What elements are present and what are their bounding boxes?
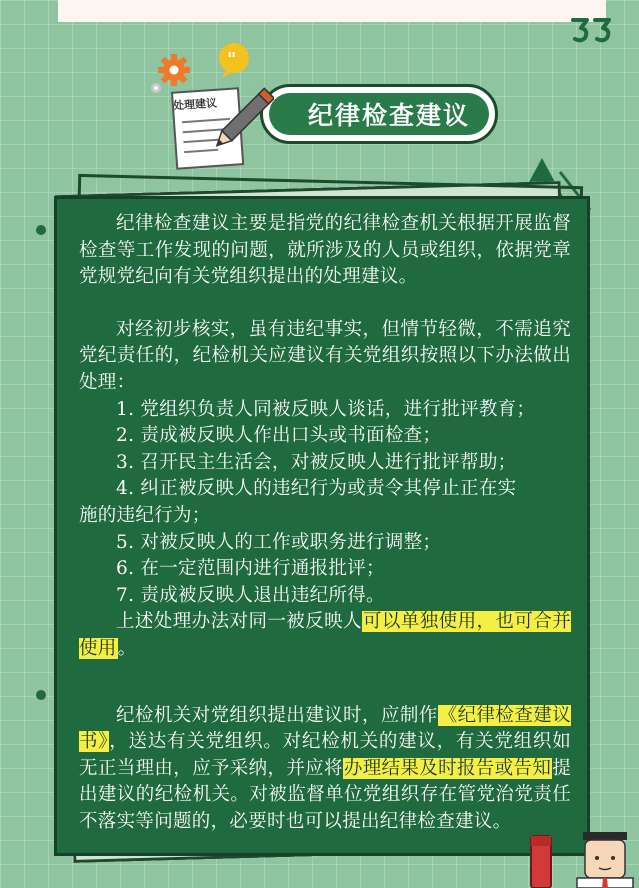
list-item: 4. 纠正被反映人的违纪行为或责令其停止正在实	[116, 478, 517, 500]
usage-text: 上述处理办法对同一被反映人	[116, 611, 362, 633]
paragraph-procedure	[79, 703, 571, 836]
highlight-text: 《纪律检查建议书》	[79, 704, 571, 753]
content-card	[54, 196, 590, 856]
paragraph-conditions: 对经初步核实，虽有违纪事实，但情节轻微，不需追究党纪责任的，纪检机关应建议有关党组织按照以下办法做出处理：	[79, 318, 571, 393]
usage-end: 。	[117, 637, 137, 659]
page-title: 纪律检查建议	[307, 101, 470, 130]
paragraph-usage	[79, 609, 571, 662]
list-item: 3. 召开民主生活会，对被反映人进行批评帮助；	[116, 451, 517, 473]
procedure-text: ，送达有关党组织。对纪检机关的建议，有关党组织如无正当理由，应予采纳，并应将	[79, 731, 571, 779]
double-hook-icon	[569, 14, 617, 44]
content-body	[79, 211, 571, 835]
bullet-dot	[36, 690, 46, 700]
person-icon	[577, 832, 633, 888]
speech-bubble-icon	[219, 43, 249, 78]
gear-icon	[158, 54, 190, 86]
paragraph-definition: 纪律检查建议主要是指党的纪律检查机关根据开展监督检查等工作发现的问题，就所涉及的人员或组织，依据党章党规党纪向有关党组织提出的处理建议。	[79, 213, 571, 288]
list-item: 5. 对被反映人的工作或职务进行调整；	[116, 531, 442, 553]
svg-text:": "	[227, 49, 237, 70]
title-badge	[260, 84, 498, 144]
top-paper-strip	[58, 0, 606, 22]
list-item: 1. 党组织负责人同被反映人谈话，进行批评教育；	[116, 398, 536, 420]
doc-label: 处理建议	[172, 96, 218, 113]
list-item: 7. 责成被反映人退出违纪所得。	[116, 584, 385, 606]
pen-icon	[531, 836, 551, 888]
highlight-text: 办理结果及时报告或告知	[343, 757, 552, 779]
procedure-text: 纪检机关对党组织提出建议时，应制作	[116, 704, 438, 726]
list-item-continued: 施的违纪行为；	[79, 504, 211, 526]
list-item: 2. 责成被反映人作出口头或书面检查；	[116, 425, 442, 447]
person-with-pen-illustration	[525, 830, 639, 888]
bullet-dot	[36, 225, 46, 235]
procedure-text: 提出建议的纪检机关。对被监督单位党组织存在管党治党责任不落实等问题的，必要时也可以提出纪律检查建议。	[79, 757, 571, 832]
highlight-text: 可以单独使用，也可合并使用	[79, 611, 571, 659]
list-item: 6. 在一定范围内进行通报批评；	[116, 558, 385, 580]
